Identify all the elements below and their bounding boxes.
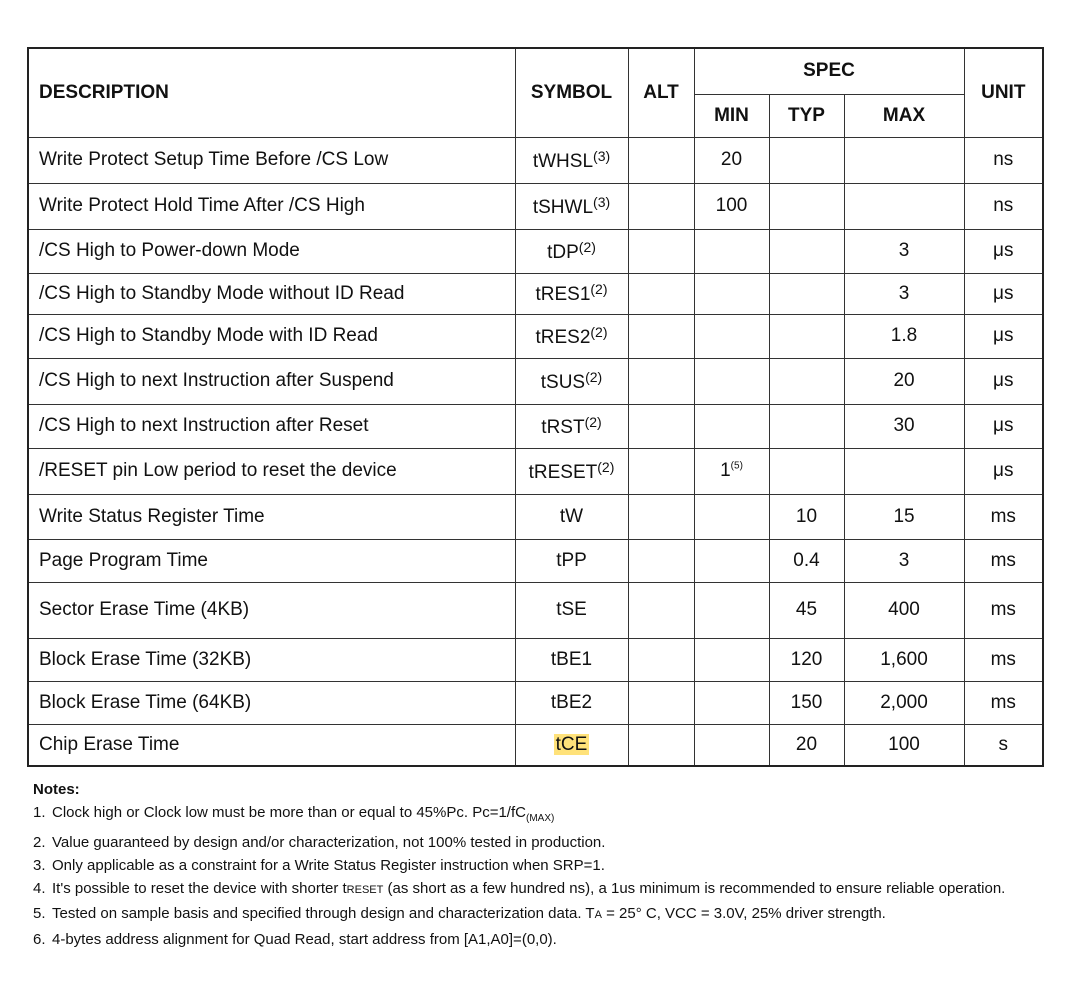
note-item [33, 831, 1043, 854]
symbol-text: tBE2 [550, 691, 593, 713]
row-description: Write Protect Setup Time Before /CS Low [28, 137, 515, 183]
symbol-text: tSUS [540, 371, 586, 393]
row-symbol [515, 229, 628, 273]
row-typ: 10 [769, 494, 844, 539]
row-alt [628, 183, 694, 229]
table-row [28, 638, 1043, 681]
row-unit: μs [964, 314, 1043, 358]
header-description: DESCRIPTION [28, 48, 515, 137]
row-description: Block Erase Time (64KB) [28, 681, 515, 724]
row-alt [628, 273, 694, 314]
symbol-note: (3) [593, 147, 611, 164]
row-symbol [515, 724, 628, 766]
row-description: /CS High to Standby Mode without ID Read [28, 273, 515, 314]
row-symbol [515, 273, 628, 314]
row-typ: 0.4 [769, 539, 844, 582]
row-max: 3 [844, 539, 964, 582]
row-symbol [515, 494, 628, 539]
row-alt [628, 448, 694, 494]
notes-title: Notes: [33, 781, 80, 798]
row-typ [769, 404, 844, 448]
symbol-note: (2) [584, 413, 602, 430]
row-min [694, 404, 769, 448]
row-min [694, 638, 769, 681]
row-max: 400 [844, 582, 964, 638]
symbol-text: tRES1 [535, 284, 591, 305]
table-row [28, 539, 1043, 582]
header-min: MIN [694, 94, 769, 137]
table-body [28, 137, 1043, 766]
row-typ: 20 [769, 724, 844, 766]
row-unit: ms [964, 539, 1043, 582]
note-number: 1. [33, 804, 46, 822]
row-symbol [515, 681, 628, 724]
row-unit: ms [964, 494, 1043, 539]
row-max [844, 137, 964, 183]
table-row [28, 448, 1043, 494]
row-alt [628, 314, 694, 358]
note-text: Clock high or Clock low must be more than or equal to 45%Pc. $Pc=1/fC_{(MAX)}$ [52, 804, 555, 825]
note-number: 3. [33, 856, 46, 874]
row-typ: 120 [769, 638, 844, 681]
symbol-text: tW [559, 505, 584, 527]
row-min [694, 314, 769, 358]
row-symbol [515, 137, 628, 183]
row-unit: μs [964, 448, 1043, 494]
row-min [694, 582, 769, 638]
row-description: Block Erase Time (32KB) [28, 638, 515, 681]
table-row [28, 582, 1043, 638]
note-smallcaps: RESET [346, 884, 384, 897]
row-unit: ns [964, 183, 1043, 229]
row-typ [769, 273, 844, 314]
row-min [694, 273, 769, 314]
note-subscript: (MAX) [525, 813, 555, 825]
note-number: 4. [33, 880, 46, 898]
row-alt [628, 229, 694, 273]
row-typ [769, 314, 844, 358]
row-description: /CS High to next Instruction after Reset [28, 404, 515, 448]
row-min [694, 494, 769, 539]
symbol-text: tRES2 [535, 326, 591, 348]
note-item [33, 902, 1043, 927]
row-description: /CS High to Standby Mode with ID Read [28, 314, 515, 358]
note-text: Tested on sample basis and specified through design and characterization data. TA = 25° C, VCC = 3.0V, 25% driver strength. [52, 905, 886, 923]
row-alt [628, 404, 694, 448]
table-row [28, 273, 1043, 314]
table-row [28, 494, 1043, 539]
row-symbol [515, 582, 628, 638]
symbol-text: tSHWL [532, 196, 594, 218]
row-max: 30 [844, 404, 964, 448]
header-max: MAX [844, 94, 964, 137]
row-max [844, 448, 964, 494]
header-spec: SPEC [694, 48, 964, 94]
note-text: Only applicable as a constraint for a Write Status Register instruction when SRP=1. [52, 856, 605, 874]
row-description: Chip Erase Time [28, 724, 515, 766]
note-number: 5. [33, 905, 46, 923]
table-row [28, 314, 1043, 358]
note-number: 6. [33, 930, 46, 948]
row-symbol [515, 183, 628, 229]
symbol-text: tWHSL [532, 150, 594, 172]
row-typ [769, 137, 844, 183]
row-min [694, 724, 769, 766]
row-max: 2,000 [844, 681, 964, 724]
row-description: /CS High to Power-down Mode [28, 229, 515, 273]
table-row [28, 724, 1043, 766]
row-symbol [515, 358, 628, 404]
row-unit: s [964, 724, 1043, 766]
note-text: Value guaranteed by design and/or characterization, not 100% tested in production. [52, 833, 606, 851]
row-description: Write Protect Hold Time After /CS High [28, 183, 515, 229]
symbol-text: tBE1 [550, 648, 593, 670]
note-text: It's possible to reset the device with shorter tRESET (as short as a few hundred ns), a 1us minimum is recommended to ensure reliable operation. [52, 880, 1006, 898]
notes [33, 778, 1043, 951]
row-max: 100 [844, 724, 964, 766]
row-unit: ms [964, 681, 1043, 724]
row-unit: μs [964, 229, 1043, 273]
header-alt: ALT [628, 48, 694, 137]
note-item [33, 854, 1043, 877]
row-typ [769, 229, 844, 273]
note-smallcaps: A [594, 909, 602, 922]
table-row [28, 137, 1043, 183]
row-alt [628, 681, 694, 724]
symbol-text: tRST [541, 416, 585, 438]
row-alt [628, 724, 694, 766]
note-item [33, 801, 1043, 830]
row-description: Page Program Time [28, 539, 515, 582]
note-item [33, 877, 1043, 902]
symbol-note: (2) [590, 323, 608, 340]
header-typ: TYP [769, 94, 844, 137]
row-min [694, 539, 769, 582]
row-description: /RESET pin Low period to reset the device [28, 448, 515, 494]
row-alt [628, 494, 694, 539]
row-min: 1$^{(5)}$ [694, 448, 769, 494]
row-max: 3 [844, 273, 964, 314]
row-unit: μs [964, 404, 1043, 448]
row-min: 100 [694, 183, 769, 229]
row-unit: μs [964, 273, 1043, 314]
row-unit: μs [964, 358, 1043, 404]
symbol-text: tDP [547, 241, 579, 263]
note-text: 4-bytes address alignment for Quad Read, start address from [A1,A0]=(0,0). [52, 930, 557, 948]
symbol-note: (2) [578, 238, 596, 255]
row-max: 20 [844, 358, 964, 404]
row-description: Write Status Register Time [28, 494, 515, 539]
row-description: Sector Erase Time (4KB) [28, 582, 515, 638]
ac-timing-table [27, 47, 1044, 767]
row-unit: ms [964, 582, 1043, 638]
row-unit: ms [964, 638, 1043, 681]
row-symbol [515, 539, 628, 582]
header-symbol: SYMBOL [515, 48, 628, 137]
symbol-text: tPP [556, 549, 587, 571]
row-min: 20 [694, 137, 769, 183]
row-alt [628, 137, 694, 183]
row-symbol [515, 448, 628, 494]
note-item [33, 928, 1043, 951]
symbol-text: tRESET [528, 461, 598, 483]
row-max: 3 [844, 229, 964, 273]
row-max: 1.8 [844, 314, 964, 358]
min-note: (5) [730, 460, 743, 472]
row-max [844, 183, 964, 229]
row-min [694, 229, 769, 273]
row-alt [628, 539, 694, 582]
table-row [28, 358, 1043, 404]
table-row [28, 681, 1043, 724]
row-typ: 45 [769, 582, 844, 638]
table-row [28, 183, 1043, 229]
row-symbol [515, 314, 628, 358]
row-typ [769, 358, 844, 404]
row-description: /CS High to next Instruction after Suspend [28, 358, 515, 404]
symbol-text: tSE [556, 599, 587, 620]
symbol-note: (2) [585, 368, 603, 385]
row-symbol [515, 404, 628, 448]
symbol-text: tCE [555, 733, 588, 755]
header-unit: UNIT [964, 48, 1043, 137]
row-typ [769, 448, 844, 494]
symbol-note: (3) [593, 193, 611, 210]
notes-list [33, 801, 1043, 951]
note-number: 2. [33, 833, 46, 851]
row-alt [628, 358, 694, 404]
row-alt [628, 638, 694, 681]
table-row [28, 229, 1043, 273]
table-row [28, 404, 1043, 448]
row-min [694, 358, 769, 404]
symbol-note: (2) [590, 281, 608, 297]
row-symbol [515, 638, 628, 681]
row-min [694, 681, 769, 724]
symbol-note: (2) [597, 458, 615, 475]
row-typ [769, 183, 844, 229]
row-typ: 150 [769, 681, 844, 724]
row-alt [628, 582, 694, 638]
row-unit: ns [964, 137, 1043, 183]
row-max: 1,600 [844, 638, 964, 681]
row-max: 15 [844, 494, 964, 539]
